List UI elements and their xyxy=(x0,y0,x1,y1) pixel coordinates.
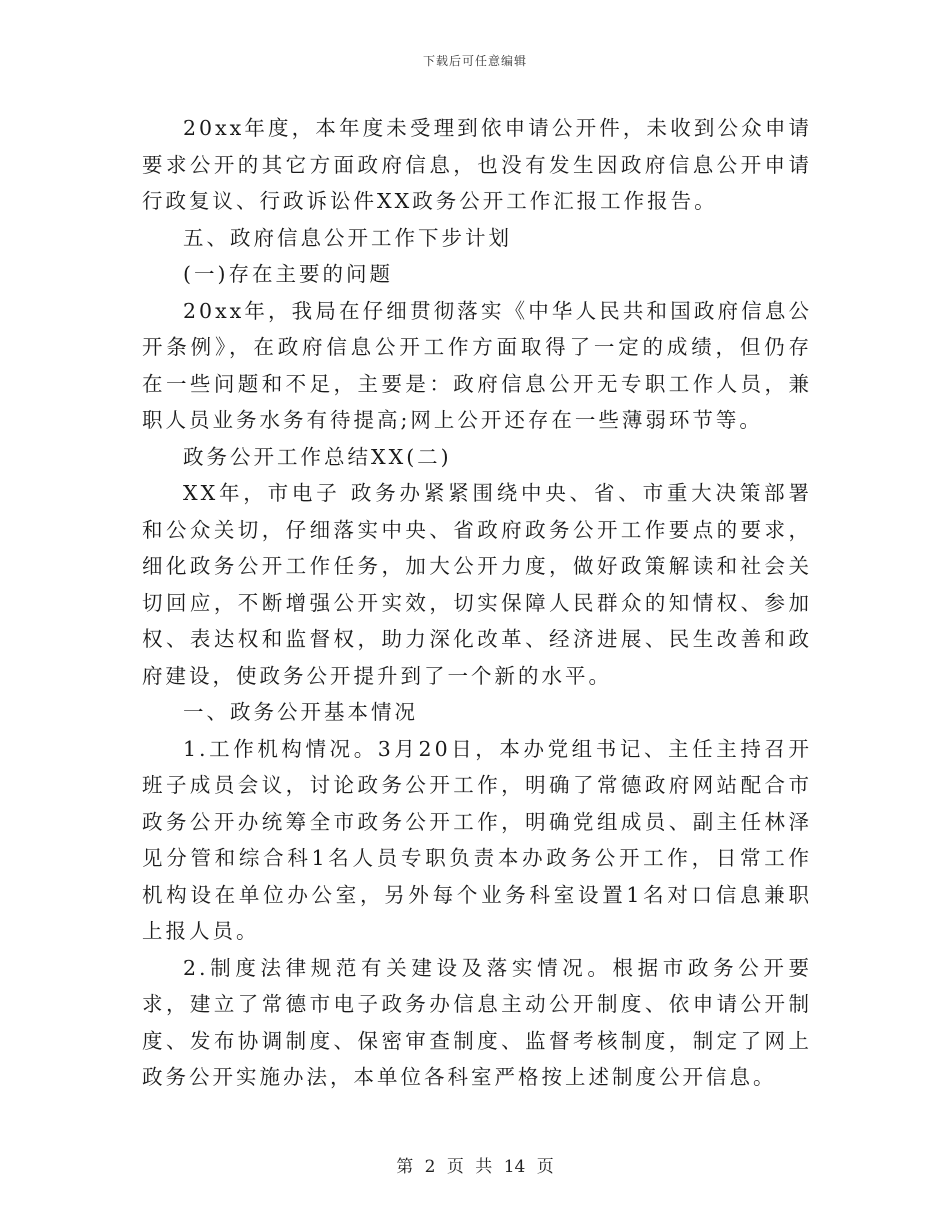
page-header: 下载后可任意编辑 xyxy=(422,54,527,68)
section-heading-next-plan: 五、政府信息公开工作下步计划 xyxy=(183,225,512,250)
paragraph-organization: 1.工作机构情况。3月20日，本办党组书记、主任主持召开班子成员会议，讨论政务公开工作，明确了常德政府网站配合市政务公开办统筹全市政务公开工作，明确党组成员、副主任林泽见分管和综合科1名人员专职负责本办政务公开工作，日常工作机构设在单位办公室，另外每个业务科室设置1名对口信息兼职上报人员。 xyxy=(142,736,812,943)
paragraph-annual-summary: 20xx年度，本年度未受理到依申请公开件，未收到公众申请要求公开的其它方面政府信息，也没有发生因政府信息公开申请行政复议、行政诉讼件XX政务公开工作汇报工作报告。 xyxy=(142,116,812,213)
section-heading-summary-two: 政务公开工作总结XX(二) xyxy=(183,444,452,469)
page-number-footer: 第 2 页 共 14 页 xyxy=(396,1157,554,1177)
document-body xyxy=(142,110,812,1096)
section-heading-basic-situation: 一、政务公开基本情况 xyxy=(183,700,418,724)
paragraph-overview: XX年，市电子 政务办紧紧围绕中央、省、市重大决策部署和公众关切，仔细落实中央、省政府政务公开工作要点的要求，细化政务公开工作任务，加大公开力度，做好政策解读和社会关切回应，不断增强公开实效，切实保障人民群众的知情权、参加权、表达权和监督权，助力深化改革、经济进展、民生改善和政府建设，使政务公开提升到了一个新的水平。 xyxy=(142,481,812,688)
subsection-heading-problems: (一)存在主要的问题 xyxy=(183,262,393,286)
paragraph-regulations: 2.制度法律规范有关建设及落实情况。根据市政务公开要求，建立了常德市电子政务办信息主动公开制度、依申请公开制度、发布协调制度、保密审查制度、监督考核制度，制定了网上政务公开实施办法，本单位各科室严格按上述制度公开信息。 xyxy=(142,955,812,1089)
paragraph-problems: 20xx年，我局在仔细贯彻落实《中华人民共和国政府信息公开条例》，在政府信息公开工作方面取得了一定的成绩，但仍存在一些问题和不足，主要是：政府信息公开无专职工作人员，兼职人员业务水务有待提高;网上公开还存在一些薄弱环节等。 xyxy=(142,298,812,432)
